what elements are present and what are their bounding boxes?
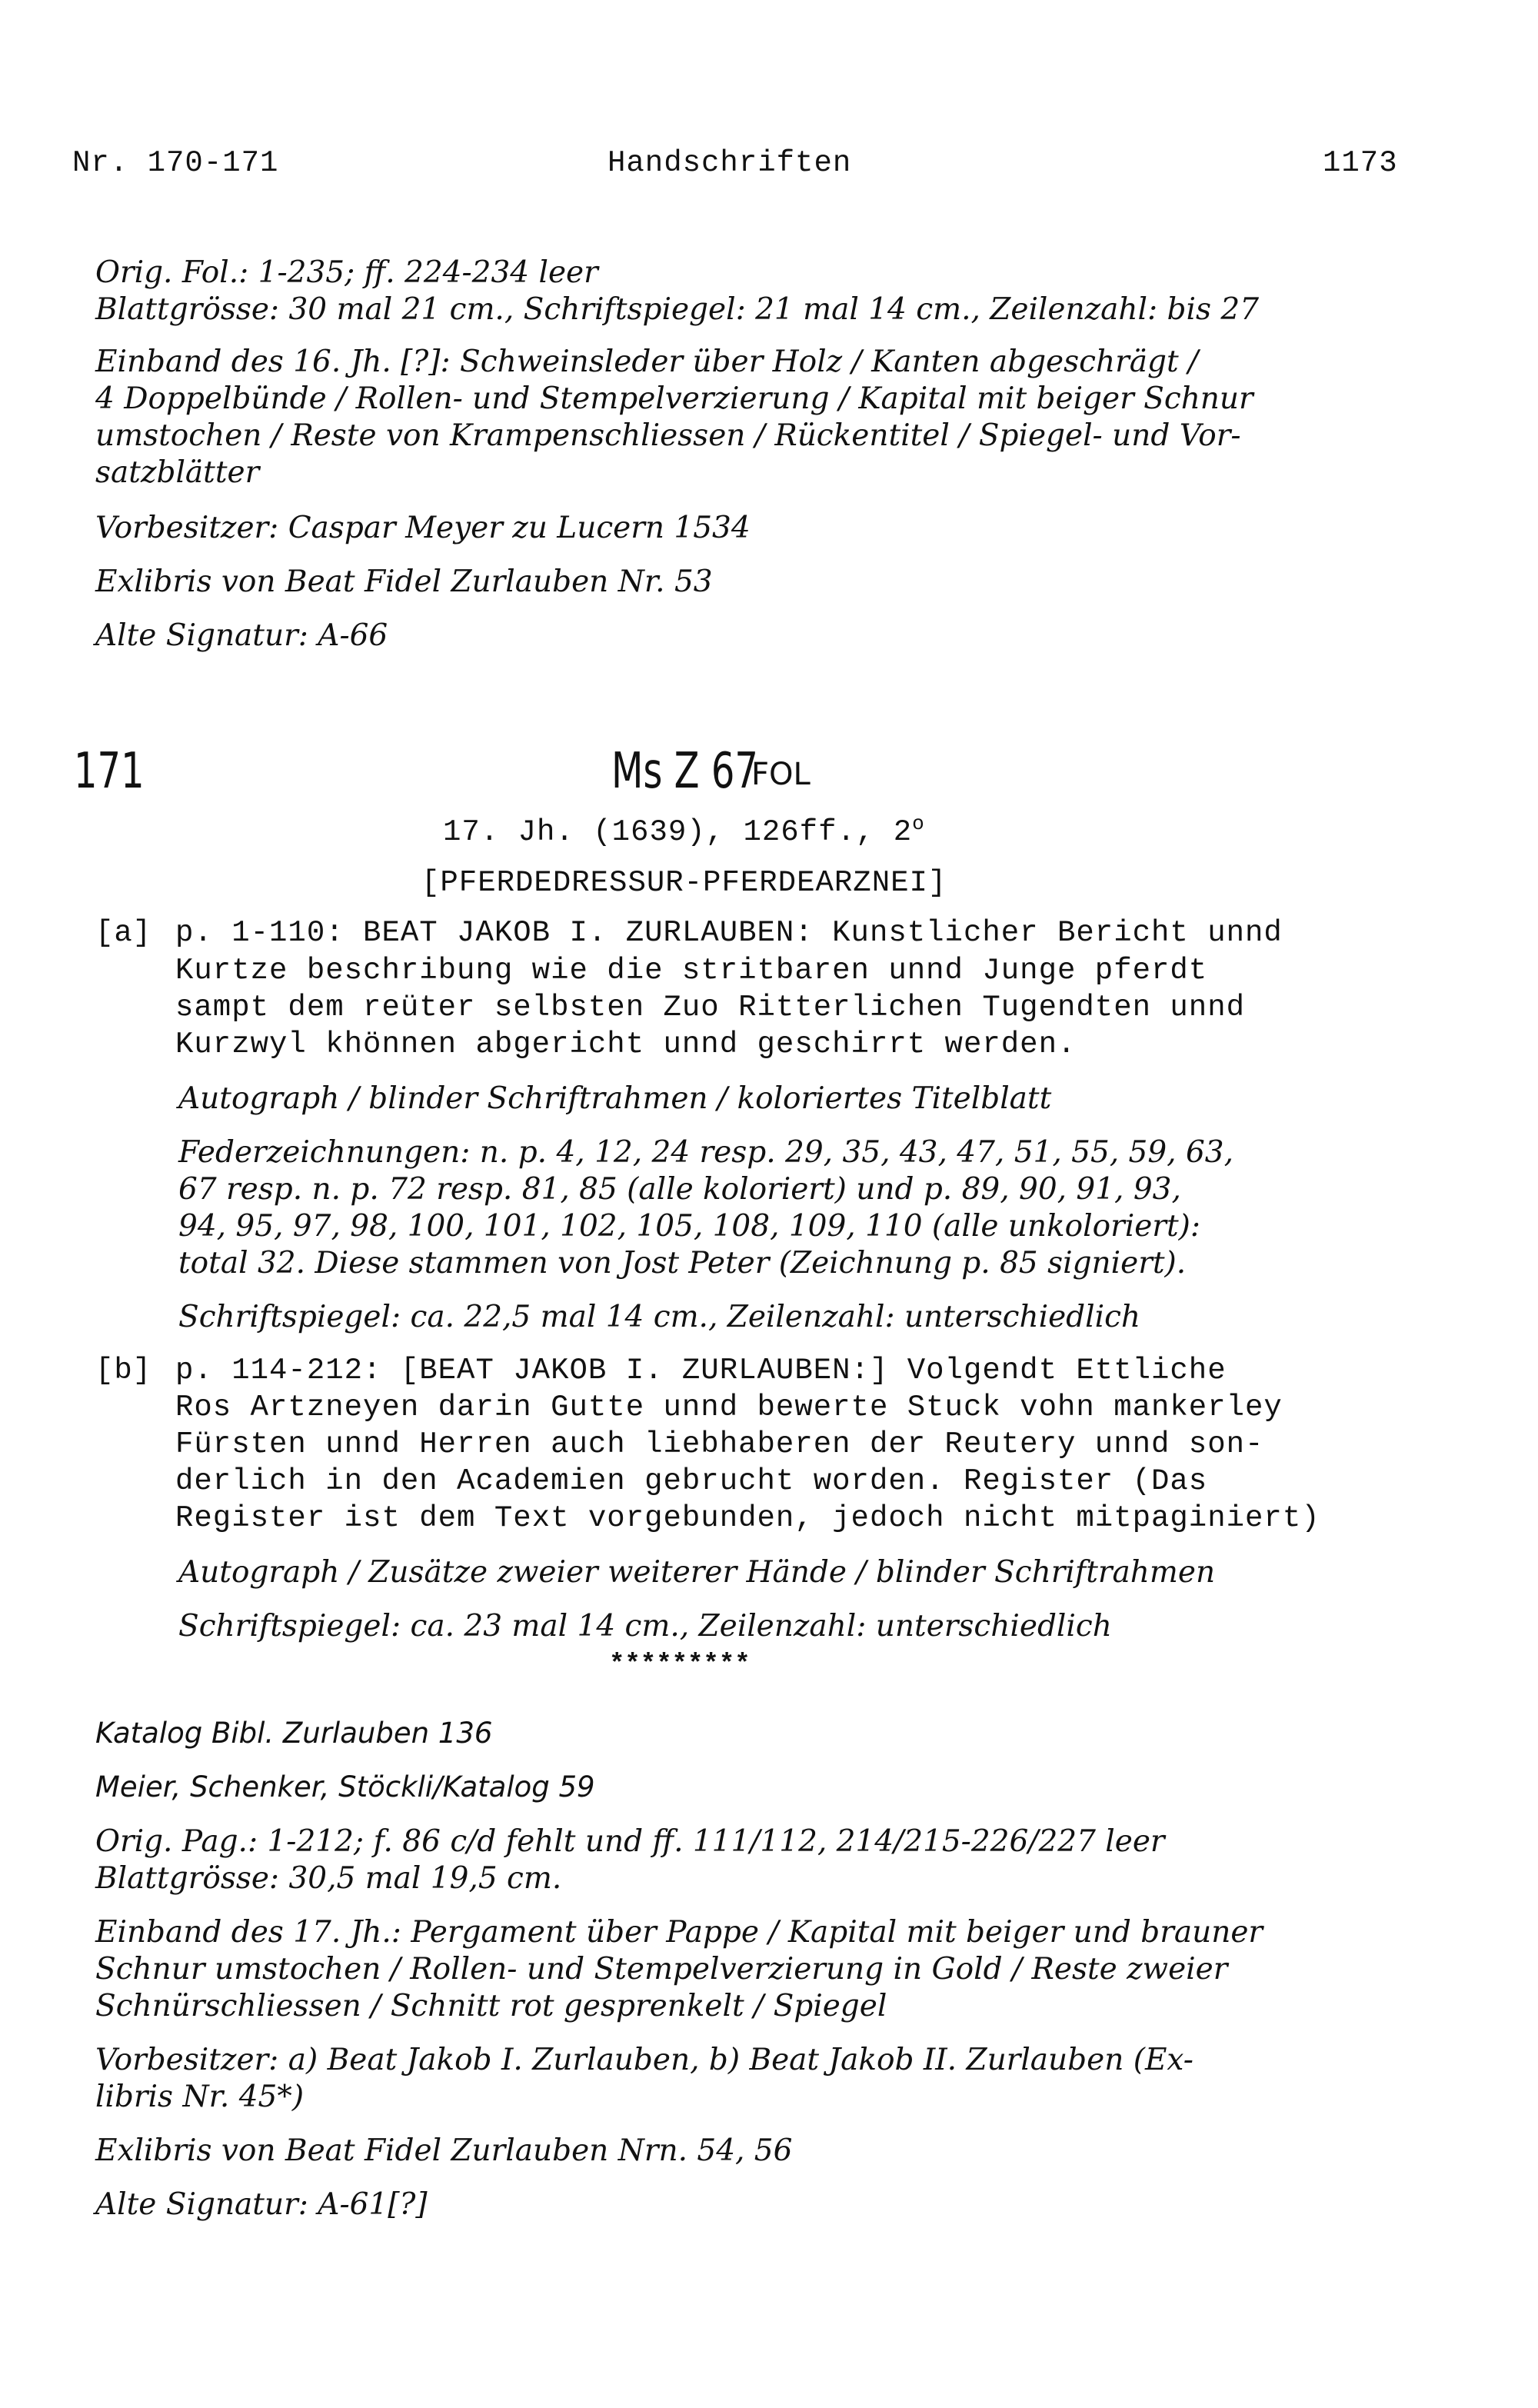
part-a-note: 94, 95, 97, 98, 100, 101, 102, 105, 108, 109, 110 (alle unkoloriert):: [178, 1209, 1200, 1244]
part-b-text: Ros Artzneyen darin Gutte unnd bewerte Stuck vohn mankerley: [175, 1391, 1283, 1424]
description-line: Blattgrösse: 30,5 mal 19,5 cm.: [95, 1861, 562, 1896]
part-a-note: total 32. Diese stammen von Jost Peter (Zeichnung p. 85 signiert).: [178, 1246, 1187, 1281]
dateline-text: 17. Jh. (1639), 126ff., 2: [443, 815, 913, 849]
entry-number: 171: [74, 743, 145, 800]
entry170-line: Orig. Fol.: 1-235; ff. 224-234 leer: [95, 255, 598, 290]
part-b-text: derlich in den Academien gebrucht worden. Register (Das: [175, 1464, 1208, 1498]
part-b-text: p. 114-212: [BEAT JAKOB I. ZURLAUBEN:] Volgendt Ettliche: [175, 1354, 1227, 1387]
header-left: Nr. 170-171: [72, 146, 279, 180]
page-number: 1173: [1323, 146, 1398, 180]
dateline: [443, 812, 925, 849]
part-a-text: Kurtze beschribung wie die stritbaren unnd Junge pferdt: [175, 954, 1208, 988]
entry170-line: Blattgrösse: 30 mal 21 cm., Schriftspiegel: 21 mal 14 cm., Zeilenzahl: bis 27: [95, 292, 1260, 327]
description-line: Alte Signatur: A-61[?]: [95, 2187, 428, 2222]
description-line: Orig. Pag.: 1-212; f. 86 c/d fehlt und ff. 111/112, 214/215-226/227 leer: [95, 1824, 1165, 1859]
part-a-note: Federzeichnungen: n. p. 4, 12, 24 resp. 29, 35, 43, 47, 51, 55, 59, 63,: [178, 1135, 1233, 1170]
part-b-note: Autograph / Zusätze zweier weiterer Hände / blinder Schriftrahmen: [178, 1555, 1216, 1590]
description-line: Exlibris von Beat Fidel Zurlauben Nrn. 54, 56: [95, 2133, 793, 2168]
entry-title: [PFERDEDRESSUR-PFERDEARZNEI]: [421, 866, 947, 900]
dateline-sup: o: [912, 812, 925, 835]
part-b-text: Fürsten unnd Herren auch liebhaberen der Reutery unnd son-: [175, 1427, 1264, 1461]
part-b-note: Schriftspiegel: ca. 23 mal 14 cm., Zeilenzahl: unterschiedlich: [178, 1609, 1112, 1644]
part-a-note: Autograph / blinder Schriftrahmen / koloriertes Titelblatt: [178, 1081, 1052, 1116]
part-a-label: [a]: [95, 916, 152, 950]
separator: *********: [609, 1650, 751, 1680]
entry170-line: Alte Signatur: A-66: [95, 618, 388, 653]
entry170-line: satzblätter: [95, 455, 260, 490]
part-b-text: Register ist dem Text vorgebunden, jedoch nicht mitpaginiert): [175, 1501, 1320, 1535]
part-b-label: [b]: [95, 1354, 152, 1387]
description-line: libris Nr. 45*): [95, 2080, 305, 2114]
entry170-line: Einband des 16. Jh. [?]: Schweinsleder über Holz / Kanten abgeschrägt /: [95, 345, 1199, 379]
part-a-text: Kurzwyl khönnen abgericht unnd geschirrt werden.: [175, 1027, 1077, 1061]
part-a-text: sampt dem reüter selbsten Zuo Ritterlichen Tugendten unnd: [175, 991, 1246, 1024]
description-line: Schnur umstochen / Rollen- und Stempelverzierung in Gold / Reste zweier: [95, 1952, 1228, 1987]
description-line: Vorbesitzer: a) Beat Jakob I. Zurlauben, b) Beat Jakob II. Zurlauben (Ex-: [95, 2043, 1193, 2077]
entry170-line: umstochen / Reste von Krampenschliessen / Rückentitel / Spiegel- und Vor-: [95, 418, 1241, 453]
entry170-line: 4 Doppelbünde / Rollen- und Stempelverzierung / Kapital mit beiger Schnur: [95, 381, 1253, 416]
part-a-text: p. 1-110: BEAT JAKOB I. ZURLAUBEN: Kunstlicher Bericht unnd: [175, 916, 1283, 950]
entry170-line: Exlibris von Beat Fidel Zurlauben Nr. 53: [95, 565, 713, 599]
shelfmark-suffix: FOL: [751, 757, 811, 792]
reference-line: Meier, Schenker, Stöckli/Katalog 59: [95, 1770, 595, 1804]
part-a-note: 67 resp. n. p. 72 resp. 81, 85 (alle koloriert) und p. 89, 90, 91, 93,: [178, 1172, 1181, 1207]
description-line: Einband des 17. Jh.: Pergament über Pappe / Kapital mit beiger und brauner: [95, 1915, 1263, 1950]
shelfmark-main: Ms Z 67: [611, 743, 758, 800]
description-line: Schnürschliessen / Schnitt rot gesprenkelt / Spiegel: [95, 1989, 887, 2023]
part-a-note: Schriftspiegel: ca. 22,5 mal 14 cm., Zeilenzahl: unterschiedlich: [178, 1300, 1141, 1334]
shelfmark: [611, 743, 811, 800]
reference-line: Katalog Bibl. Zurlauben 136: [95, 1717, 493, 1750]
header-title: Handschriften: [608, 146, 852, 180]
entry170-line: Vorbesitzer: Caspar Meyer zu Lucern 1534: [95, 511, 751, 545]
